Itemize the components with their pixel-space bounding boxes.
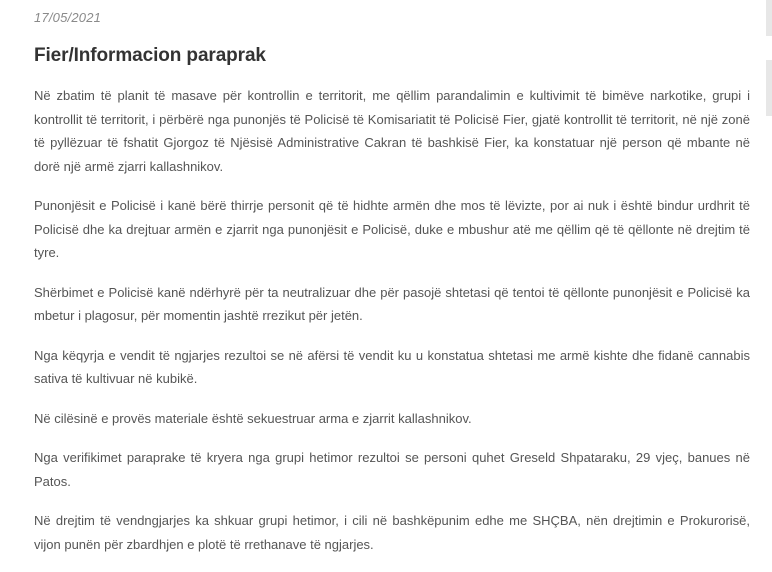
article-paragraph: Në cilësinë e provës materiale është sekuestruar arma e zjarrit kallashnikov. [34, 410, 472, 426]
right-edge-strip [766, 0, 772, 36]
article-paragraph: Nga verifikimet paraprake të kryera nga grupi hetimor rezultoi se personi quhet Greseld Shpataraku, 29 vjeç, banues në Patos. [34, 450, 750, 489]
article-paragraph: Në zbatim të planit të masave për kontrollin e territorit, me qëllim parandalimin e kultivimit të bimëve narkotike, grupi i kontrollit të territorit, i përbërë nga punonjës të Policisë të Komisariatit të Policisë Fier, gjatë kontrollit të territorit, në një zonë të pyllëzuar të fshatit Gjorgoz të Njësisë Administrative Cakran të bashkisë Fier, ka konstatuar një person që mbante në dorë një armë zjarri kallashnikov. [34, 88, 750, 174]
right-edge-strip [766, 60, 772, 116]
article-title: Fier/Informacion paraprak [34, 45, 266, 66]
article-paragraph: Nga këqyrja e vendit të ngjarjes rezultoi se në afërsi të vendit ku u konstatua shtetasi me armë kishte dhe fidanë cannabis sativa të kultivuar në kubikë. [34, 347, 750, 386]
article-body [34, 84, 750, 572]
article-paragraph: Punonjësit e Policisë i kanë bërë thirrje personit që të hidhte armën dhe mos të lëvizte, por ai nuk i është bindur urdhrit të Policisë dhe ka drejtuar armën e zjarrit nga punonjësit e Policisë, duke e mbushur atë me qëllim që të qëllonte në drejtim të tyre. [34, 198, 750, 260]
article-date: 17/05/2021 [34, 10, 102, 25]
article-paragraph: Shërbimet e Policisë kanë ndërhyrë për ta neutralizuar dhe për pasojë shtetasi që tentoi të qëllonte punonjësit e Policisë ka mbetur i plagosur, për momentin jashtë rrezikut për jetën. [34, 284, 750, 323]
article-paragraph: Në drejtim të vendngjarjes ka shkuar grupi hetimor, i cili në bashkëpunim edhe me SHÇBA, nën drejtimin e Prokurorisë, vijon punën për zbardhjen e plotë të rrethanave të ngjarjes. [34, 513, 750, 552]
